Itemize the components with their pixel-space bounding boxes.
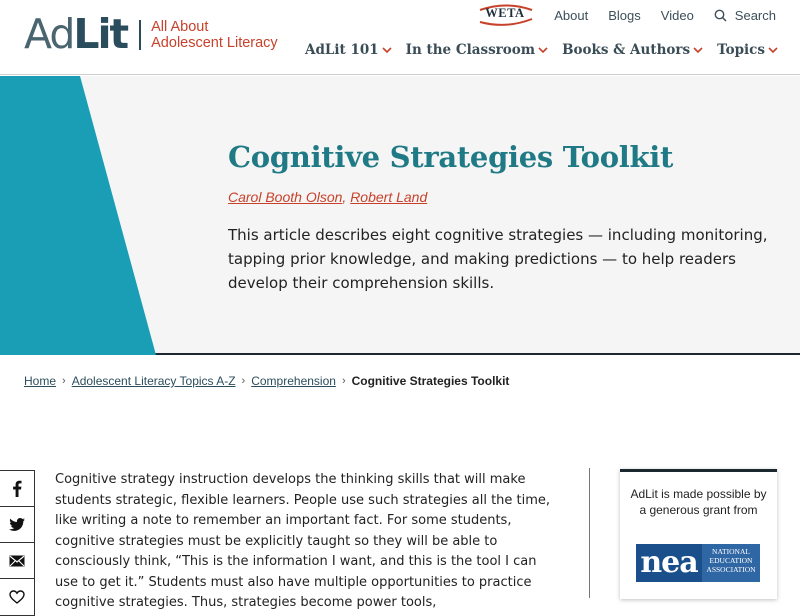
nav-in-the-classroom[interactable] xyxy=(406,42,548,58)
chevron-down-icon xyxy=(382,47,392,54)
nea-line1: NATIONAL xyxy=(712,547,750,556)
nav-label: Books & Authors xyxy=(562,42,691,58)
search-button[interactable] xyxy=(714,8,776,23)
nea-logo[interactable] xyxy=(636,544,760,582)
tagline-line1: All About xyxy=(151,18,209,35)
article-hero xyxy=(0,76,800,355)
breadcrumb-current: Cognitive Strategies Toolkit xyxy=(351,374,510,388)
about-link[interactable]: About xyxy=(554,7,589,23)
share-twitter-button[interactable] xyxy=(0,507,34,543)
nav-topics[interactable] xyxy=(717,42,778,58)
nea-wordmark xyxy=(702,544,760,582)
nav-label: AdLit 101 xyxy=(305,42,379,58)
logo-divider xyxy=(139,20,141,50)
breadcrumb xyxy=(24,374,509,388)
chevron-down-icon xyxy=(768,47,778,54)
author-separator: , xyxy=(342,189,351,205)
article-summary: This article describes eight cognitive strategies — including monitoring, tapping prior knowledge, and making predictions — to help readers develop their comprehension skills. xyxy=(228,226,768,292)
chevron-down-icon xyxy=(538,47,548,54)
hero-teal-shape xyxy=(0,76,160,355)
author-link-land[interactable]: Robert Land xyxy=(350,189,428,205)
utility-nav xyxy=(478,4,776,26)
nea-line2: EDUCATION xyxy=(709,556,753,565)
nav-label: In the Classroom xyxy=(405,42,536,58)
share-bar xyxy=(0,470,35,616)
nav-books-authors[interactable] xyxy=(562,42,703,58)
weta-logo[interactable] xyxy=(478,4,534,26)
email-icon xyxy=(9,555,25,567)
page-title: Cognitive Strategies Toolkit xyxy=(228,140,674,174)
video-link[interactable]: Video xyxy=(660,7,694,23)
chevron-right-icon: › xyxy=(62,375,66,387)
nea-line3: ASSOCIATION xyxy=(706,565,756,574)
twitter-icon xyxy=(9,518,25,531)
tagline-line2: Adolescent Literacy xyxy=(151,34,278,51)
article-body-paragraph: Cognitive strategy instruction develops the thinking skills that will make students strategic, flexible learners. People use such strategies all the time, like writing a note to remember an important fact. For some students, cognitive strategies must be explicitly taught so they will be able to consciously think, “This is the information I want, and this is the tool I can use to get it.” Students must also have multiple opportunities to practice cognitive strategies. Thus, strategies become power tools, xyxy=(55,472,551,610)
weta-label: WETA xyxy=(485,6,525,20)
breadcrumb-home[interactable]: Home xyxy=(24,374,57,388)
nav-label: Topics xyxy=(717,42,765,58)
breadcrumb-comprehension[interactable]: Comprehension xyxy=(251,374,336,388)
heart-icon xyxy=(9,590,25,604)
share-favorite-button[interactable] xyxy=(0,579,34,615)
sponsor-box xyxy=(620,469,777,599)
breadcrumb-topics[interactable]: Adolescent Literacy Topics A-Z xyxy=(71,374,236,388)
logo-tagline xyxy=(151,19,278,51)
chevron-down-icon xyxy=(693,47,703,54)
main-nav xyxy=(291,42,778,58)
author-link-olson[interactable]: Carol Booth Olson xyxy=(228,189,343,205)
search-label: Search xyxy=(734,7,776,23)
adlit-logo[interactable] xyxy=(24,10,278,58)
site-header xyxy=(0,0,800,75)
search-icon xyxy=(714,9,727,22)
sponsor-text: AdLit is made possible by a generous grant from xyxy=(630,487,767,517)
article-authors xyxy=(228,189,427,205)
logo-lit: Lit xyxy=(73,10,128,58)
facebook-icon xyxy=(12,480,22,497)
logo-ad: Ad xyxy=(24,10,74,58)
share-email-button[interactable] xyxy=(0,543,34,579)
blogs-link[interactable]: Blogs xyxy=(608,7,641,23)
chevron-right-icon: › xyxy=(341,375,346,387)
share-facebook-button[interactable] xyxy=(0,471,34,507)
column-divider xyxy=(589,468,590,598)
chevron-right-icon: › xyxy=(241,375,246,387)
nav-adlit-101[interactable] xyxy=(305,42,392,58)
nea-mark: nea xyxy=(636,544,702,582)
